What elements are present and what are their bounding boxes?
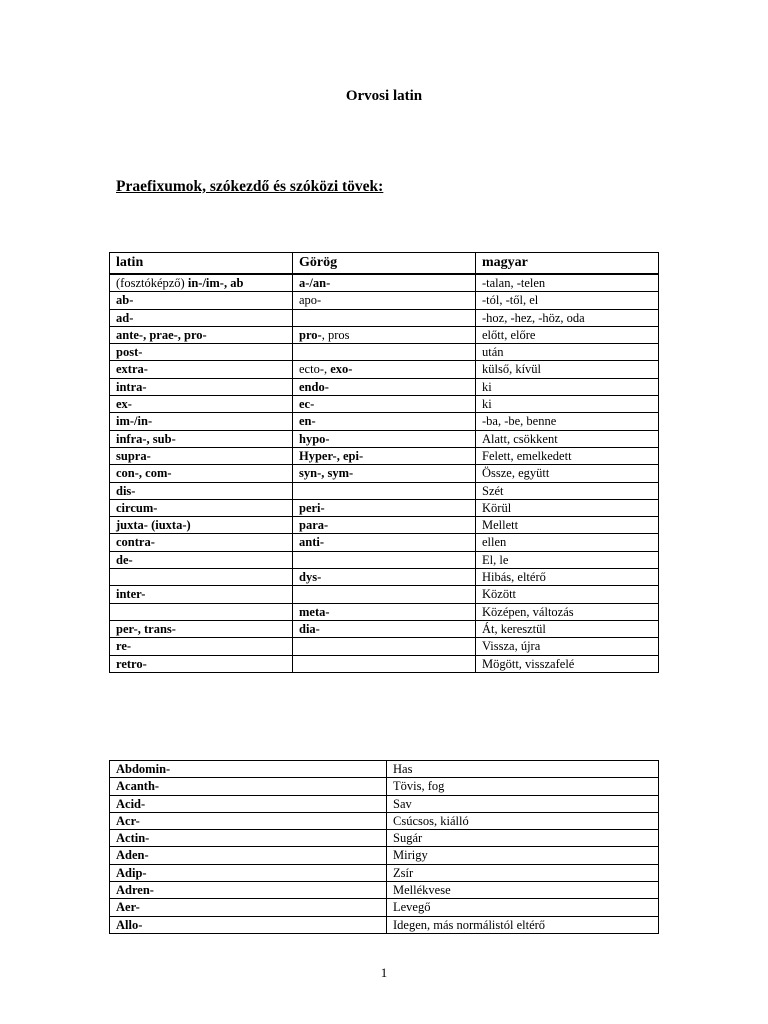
table-header-row [110, 253, 659, 275]
stem-term: Actin- [116, 831, 150, 846]
cell-bold-text: con-, com- [116, 466, 172, 481]
table-cell [293, 482, 476, 499]
table-cell [476, 396, 659, 413]
table-cell [476, 292, 659, 309]
stem-meaning: Has [393, 762, 413, 776]
table-cell [387, 864, 659, 881]
table-cell [110, 812, 387, 829]
cell-bold-text: im-/in- [116, 414, 153, 429]
stem-meaning: Tövis, fog [393, 779, 445, 794]
cell-bold-text: retro- [116, 656, 147, 671]
cell-text: apo- [299, 293, 322, 308]
cell-bold-text: pro- [299, 327, 322, 342]
table-cell [476, 603, 659, 620]
table-cell [110, 378, 293, 395]
cell-bold-text: contra- [116, 535, 155, 550]
stem-term: Adren- [116, 883, 154, 898]
table-row [110, 326, 659, 343]
cell-text: Vissza, újra [482, 639, 541, 654]
table-cell [110, 603, 293, 620]
table-cell [293, 620, 476, 637]
stem-meaning: Csúcsos, kiálló [393, 813, 469, 828]
table-cell [293, 586, 476, 603]
table-cell [293, 499, 476, 516]
cell-bold-text: per-, trans- [116, 621, 176, 636]
stem-meaning: Idegen, más normálistól eltérő [393, 917, 546, 932]
stem-meaning: Levegő [393, 900, 431, 915]
stem-meaning: Zsír [393, 865, 414, 880]
table-cell [110, 864, 387, 881]
cell-text: -ba, -be, benne [482, 414, 557, 429]
column-header: magyar [476, 253, 659, 275]
table-cell [293, 396, 476, 413]
cell-bold-text: re- [116, 639, 132, 654]
table-cell [293, 361, 476, 378]
cell-bold-text: syn-, sym- [299, 466, 354, 481]
table-cell [387, 795, 659, 812]
table-cell [387, 812, 659, 829]
cell-text: után [482, 345, 504, 360]
table-cell [293, 309, 476, 326]
stem-term: Acanth- [116, 779, 160, 794]
cell-bold-text: para- [299, 518, 329, 533]
stem-term: Adip- [116, 865, 147, 880]
column-header: latin [110, 253, 293, 275]
table-cell [387, 882, 659, 899]
table-row [110, 620, 659, 637]
stem-term: Allo- [116, 917, 143, 932]
table-cell [476, 344, 659, 361]
table-row [110, 292, 659, 309]
table-row [110, 864, 659, 881]
table-cell [293, 603, 476, 620]
cell-bold-text: post- [116, 345, 143, 360]
table-row [110, 899, 659, 916]
table-row [110, 812, 659, 829]
cell-text: ellen [482, 535, 507, 550]
table-row [110, 551, 659, 568]
table-cell [110, 586, 293, 603]
table-cell [476, 499, 659, 516]
table-cell [110, 620, 293, 637]
table-cell [476, 569, 659, 586]
cell-bold-text: peri- [299, 500, 325, 515]
cell-bold-text: infra-, sub- [116, 431, 176, 446]
table-cell [110, 396, 293, 413]
table-cell [293, 447, 476, 464]
table-cell [387, 778, 659, 795]
table-row [110, 447, 659, 464]
column-header: Görög [293, 253, 476, 275]
cell-bold-text: ad- [116, 310, 134, 325]
cell-bold-text: a-/an- [299, 276, 331, 290]
table-row [110, 916, 659, 933]
cell-text: Között [482, 587, 517, 602]
table-cell [293, 344, 476, 361]
table-cell [476, 465, 659, 482]
cell-text: Középen, változás [482, 604, 574, 619]
table-cell [110, 569, 293, 586]
cell-text: Át, keresztül [482, 621, 546, 636]
table-cell [110, 655, 293, 672]
cell-bold-text: dis- [116, 483, 136, 498]
table-row [110, 830, 659, 847]
cell-text: ki [482, 379, 492, 394]
table-row [110, 274, 659, 292]
table-row [110, 361, 659, 378]
cell-bold-text: anti- [299, 535, 324, 550]
table-row [110, 847, 659, 864]
table-cell [110, 482, 293, 499]
table-cell [110, 847, 387, 864]
table-cell [110, 795, 387, 812]
table-cell [110, 882, 387, 899]
table-row [110, 603, 659, 620]
cell-bold-text: ex- [116, 397, 132, 412]
cell-bold-text: ab- [116, 293, 134, 308]
table-row [110, 482, 659, 499]
cell-text: ki [482, 397, 492, 412]
stem-term: Aer- [116, 900, 140, 915]
table-cell [293, 465, 476, 482]
table-cell [387, 830, 659, 847]
table-cell [110, 447, 293, 464]
table-row [110, 465, 659, 482]
cell-bold-text: extra- [116, 362, 148, 377]
table-cell [110, 761, 387, 778]
table-row [110, 396, 659, 413]
table-cell [476, 586, 659, 603]
cell-text: Össze, együtt [482, 466, 550, 481]
table-cell [476, 655, 659, 672]
cell-text: Körül [482, 500, 512, 515]
page-title: Orvosi latin [345, 88, 423, 104]
table-row [110, 378, 659, 395]
cell-bold-text: Hyper-, epi- [299, 448, 364, 463]
cell-bold-text: de- [116, 552, 133, 567]
cell-text: (fosztóképző) [116, 276, 188, 290]
table-cell [293, 413, 476, 430]
cell-text: Hibás, eltérő [482, 570, 546, 585]
table-cell [293, 638, 476, 655]
table-row [110, 569, 659, 586]
table-row [110, 882, 659, 899]
table-cell [110, 916, 387, 933]
table-cell [110, 465, 293, 482]
cell-text: előtt, előre [482, 327, 536, 342]
table-cell [476, 517, 659, 534]
table-row [110, 586, 659, 603]
stem-term: Abdomin- [116, 762, 171, 776]
table-row [110, 344, 659, 361]
table-cell [476, 482, 659, 499]
table-cell [476, 534, 659, 551]
table-cell [293, 534, 476, 551]
table-cell [110, 274, 293, 292]
table-cell [293, 326, 476, 343]
table-cell [110, 326, 293, 343]
table-cell [110, 413, 293, 430]
table-cell [110, 899, 387, 916]
table-cell [110, 430, 293, 447]
cell-bold-text: circum- [116, 500, 158, 515]
stem-term: Acr- [116, 813, 140, 828]
cell-text: -hoz, -hez, -höz, oda [482, 310, 585, 325]
stem-table [109, 760, 659, 934]
table-row [110, 778, 659, 795]
stem-meaning: Mellékvese [393, 883, 451, 898]
table-cell [110, 344, 293, 361]
table-cell [110, 361, 293, 378]
table-cell [476, 620, 659, 637]
table-cell [110, 534, 293, 551]
cell-text: -talan, -telen [482, 276, 546, 290]
table-cell [387, 899, 659, 916]
stem-meaning: Sav [393, 796, 412, 811]
cell-text: -tól, -től, el [482, 293, 539, 308]
cell-bold-text: hypo- [299, 431, 330, 446]
table-cell [110, 499, 293, 516]
cell-text: Mellett [482, 518, 519, 533]
table-cell [476, 378, 659, 395]
table-cell [476, 274, 659, 292]
cell-text: Szét [482, 483, 504, 498]
section-heading: Praefixumok, szókezdő és szóközi tövek: [116, 178, 384, 195]
cell-bold-text: juxta- (iuxta-) [116, 518, 191, 533]
table-cell [476, 309, 659, 326]
cell-text: , pros [321, 327, 350, 342]
table-row [110, 655, 659, 672]
table-cell [110, 830, 387, 847]
cell-text: Felett, emelkedett [482, 448, 572, 463]
table-cell [110, 292, 293, 309]
table-row [110, 534, 659, 551]
cell-bold-text: supra- [116, 448, 151, 463]
table-row [110, 430, 659, 447]
table-cell [476, 551, 659, 568]
stem-meaning: Mirigy [393, 848, 428, 863]
page-number: 1 [380, 965, 388, 980]
table-row [110, 499, 659, 516]
table-cell [293, 274, 476, 292]
cell-bold-text: endo- [299, 379, 329, 394]
stem-term: Aden- [116, 848, 149, 863]
table-cell [476, 413, 659, 430]
table-row [110, 309, 659, 326]
cell-bold-text: meta- [299, 604, 330, 619]
cell-text: Mögött, visszafelé [482, 656, 575, 671]
table-cell [476, 638, 659, 655]
stem-term: Acid- [116, 796, 146, 811]
table-cell [293, 655, 476, 672]
table-cell [293, 430, 476, 447]
table-cell [110, 638, 293, 655]
cell-text: külső, kívül [482, 362, 542, 377]
table-cell [476, 430, 659, 447]
table-cell [476, 326, 659, 343]
table-cell [387, 761, 659, 778]
cell-bold-text: en- [299, 414, 316, 429]
table-cell [476, 361, 659, 378]
table-row [110, 517, 659, 534]
table-cell [110, 551, 293, 568]
cell-bold-text: ante-, prae-, pro- [116, 327, 207, 342]
cell-bold-text: ec- [299, 397, 315, 412]
table-cell [293, 378, 476, 395]
table-cell [293, 551, 476, 568]
table-cell [293, 517, 476, 534]
table-row [110, 638, 659, 655]
table-cell [293, 569, 476, 586]
table-row [110, 413, 659, 430]
table-cell [293, 292, 476, 309]
stem-meaning: Sugár [393, 831, 423, 846]
table-row [110, 795, 659, 812]
cell-bold-text: inter- [116, 587, 146, 602]
cell-bold-text: intra- [116, 379, 147, 394]
cell-text: Alatt, csökkent [482, 431, 558, 446]
table-cell [110, 309, 293, 326]
table-cell [476, 447, 659, 464]
cell-bold-text: dia- [299, 621, 320, 636]
cell-bold-text: dys- [299, 570, 322, 585]
table-row [110, 761, 659, 778]
table-cell [387, 916, 659, 933]
cell-text: ecto-, [299, 362, 331, 377]
cell-text: El, le [482, 552, 509, 567]
table-cell [110, 517, 293, 534]
prefix-table [109, 252, 659, 673]
table-cell [110, 778, 387, 795]
cell-bold-text: in-/im-, ab [187, 276, 244, 290]
table-cell [387, 847, 659, 864]
cell-bold-text: exo- [330, 362, 353, 377]
